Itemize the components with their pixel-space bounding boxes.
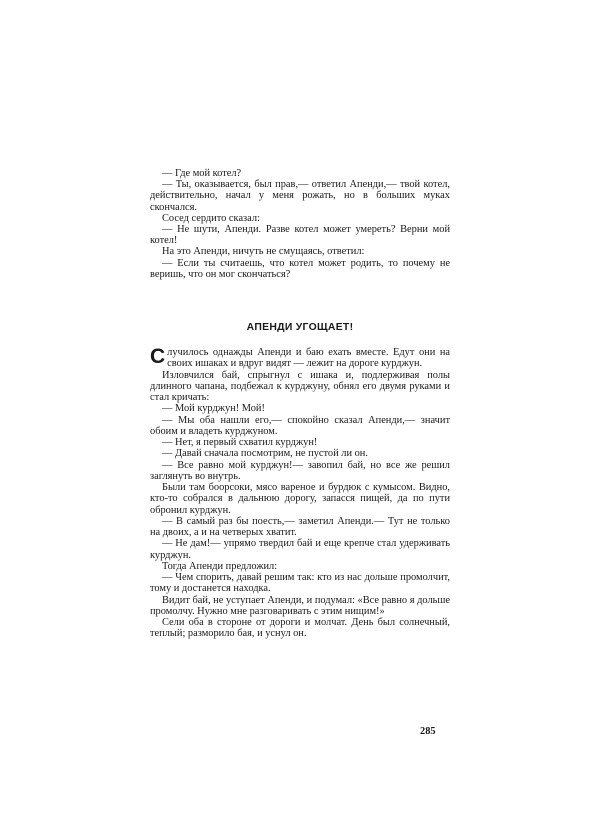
paragraph: Видит бай, не уступает Апенди, и подумал: «Все равно я дольше промолчу. Нужно мне разговаривать с этим нищим!» — [150, 594, 450, 617]
paragraph: Изловчился бай, спрыгнул с ишака и, подлерживая полы длинного чапана, подбежал к курджуну, обнял его двумя руками и стал кричать: — [150, 369, 450, 403]
paragraph: Сели оба в стороне от дороги и молчат. День был солнечный, теплый; разморило бая, и уснул он. — [150, 617, 450, 640]
first-paragraph-text: лучилось однажды Апенди и баю ехать вместе. Едут они на своих ишаках и вдруг видят — лежит на дороге курджун. — [167, 347, 450, 370]
text-line: На это Апенди, ничуть не смущаясь, ответил: — [162, 246, 365, 258]
first-paragraph — [150, 347, 450, 370]
story-body — [150, 347, 450, 640]
text-line: — Не шути, Апенди. Разве котел может умереть? Верни мой котел! — [150, 224, 450, 247]
paragraph: Были там боорсоки, мясо вареное и бурдюк с кумысом. Видно, кто-то собрался в дальнюю дорогу, запасся пищей, да по пути обронил курджун. — [150, 482, 450, 516]
page-number: 285 — [420, 726, 436, 737]
previous-story-ending — [150, 168, 450, 280]
paragraph: — В самый раз бы поесть,— заметил Апенди.— Тут не только на двоих, а и на четверых хватит. — [150, 515, 450, 538]
paragraph: — Все равно мой курджун!— завопил бай, но все же решил заглянуть во внутрь. — [150, 459, 450, 482]
text-line: — Где мой котел? — [162, 168, 242, 179]
paragraph: — Мой курджун! Мой! — [162, 403, 265, 415]
text-line: — Если ты считаешь, что котел может родить, то почему не веришь, что он мог скончаться? — [150, 257, 450, 280]
drop-cap: С — [150, 345, 166, 368]
paragraph: — Мы оба нашли его,— спокойно сказал Апенди,— значит обоим и владеть курджуном. — [150, 414, 450, 437]
text-line: — Ты, оказывается, был прав,— ответил Апенди,— твой котел, действительно, начал у меня рожать, но в больших муках скончался. — [150, 179, 450, 213]
paragraph: — Не дам!— упрямо твердил бай и еще крепче стал удерживать курджун. — [150, 538, 450, 561]
paragraph: — Давай сначала посмотрим, не пустой ли он. — [162, 448, 368, 460]
paragraph: — Нет, я первый схватил курджун! — [162, 437, 318, 448]
story-title: АПЕНДИ УГОЩАЕТ! — [246, 322, 354, 333]
paragraph: Тогда Апенди предложил: — [162, 560, 278, 572]
text-line: Сосед сердито сказал: — [162, 212, 260, 224]
paragraph: — Чем спорить, давай решим так: кто из нас дольше промолчит, тому и достанется находка. — [150, 572, 450, 595]
